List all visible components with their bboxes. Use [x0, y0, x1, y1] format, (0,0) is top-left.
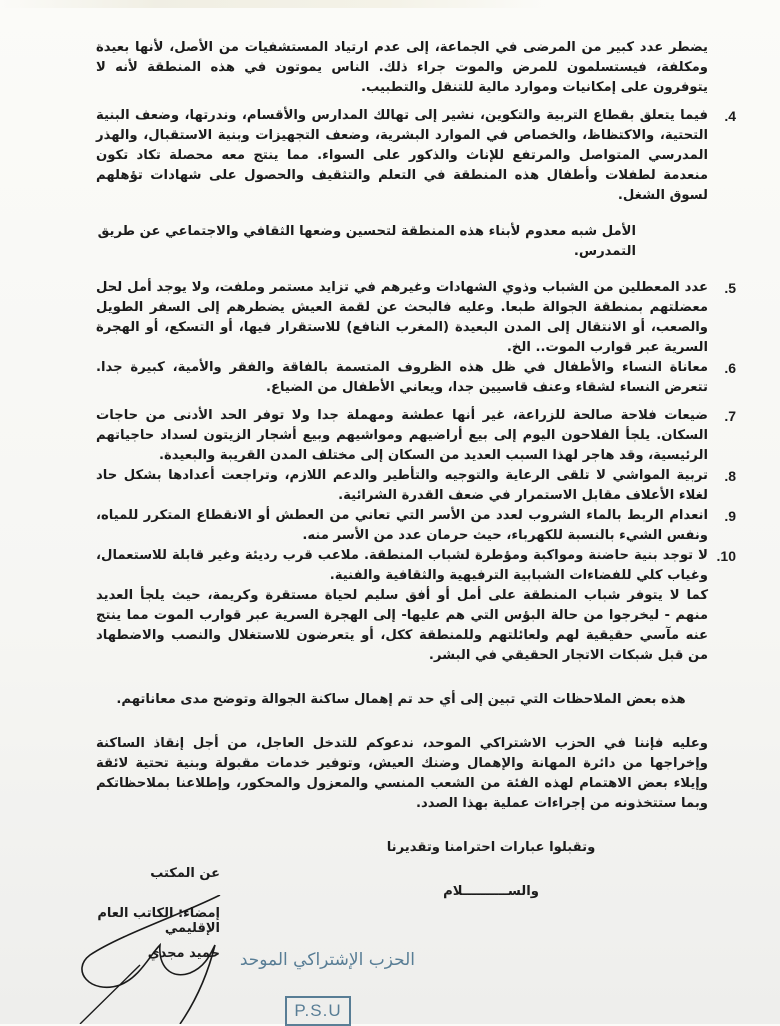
hope-line: الأمل شبه معدوم لأبناء هذه المنطقة لتحسين وضعها الثقافي والاجتماعي عن طريق التمدرس.: [97, 224, 636, 259]
item-number: 8.: [724, 468, 736, 484]
signatory-title: إمضاء: الكاتب العام الإقليمي: [97, 906, 220, 936]
item-text: معاناة النساء والأطفال في ظل هذه الظروف المتسمة بالفاقة والفقر والأمية، كبيرة جدا. تتعرض النساء لشقاء وعنف قاسيين جدا، ويعاني الأطفال من الضياع.: [96, 360, 708, 395]
item-number: 5.: [724, 280, 736, 296]
item-number: 6.: [724, 360, 736, 376]
closing-respect: وتقبلوا عبارات احترامنا وتقديرنا: [386, 840, 596, 855]
appeal-paragraph: وعليه فإننا في الحزب الاشتراكي الموحد، ندعوكم للتدخل العاجل، من أجل إنقاذ الساكنة وإخراجها من دائرة المهانة والإهمال وضنك العيش، وتوفير خدمات مقبولة وبنية تحتية لائقة وإيلاء بعض الاهتمام لهذه الفئة من الشعب المنسي والمعزول والمحكور، وإطلاعنا بملاحظاتكم وبما ستتخذونه من إجراءات عملية بهذا الصدد.: [96, 736, 708, 811]
item-text: تربية المواشي لا تلقى الرعاية والتوجيه والتأطير والدعم اللازم، وتراجعت أعدادها بشكل حاد لغلاء الأعلاف مقابل الاستمرار في ضعف القدرة الشرائية.: [96, 468, 708, 503]
stamp-party-name: الحزب الإشتراكي الموحد: [239, 950, 415, 970]
stamp-abbreviation: P.S.U: [285, 996, 351, 1026]
youth-paragraph: كما لا يتوفر شباب المنطقة على أمل أو أفق سليم لحياة مستقرة وكريمة، حيث يلجأ العديد منهم - ليخرجوا من حالة البؤس التي هم عليها- إلى الهجرة السرية عبر قوارب الموت مما ينتج عنه مآسي حقيقية لهم ولعائلتهم وللمنطقة ككل، أو يتعرضون للاستغلال والنصب والاضطهاد من قبل شبكات الاتجار الحقيقي في البشر.: [96, 588, 708, 663]
list-item: [96, 546, 736, 586]
item-number: 4.: [724, 108, 736, 124]
item-text: فيما يتعلق بقطاع التربية والتكوين، نشير إلى تهالك المدارس والأقسام، وندرتها، وضعف البنية التحتية، والاكتظاظ، والخصاص في الموارد البشرية، وضعف التجهيزات وبنية الاستقبال، والهذر المدرسي المتواصل والمرتفع للإناث والذكور على السواء. مما ينتج معه محصلة تكاد تكون منعدمة لطفلات وأطفال هذه المنطقة في التعلم والتثقيف والحصول على شهادات تؤهلهم لسوق الشغل.: [96, 108, 708, 203]
item-text: ضيعات فلاحة صالحة للزراعة، غير أنها عطشة ومهملة جدا ولا توفر الحد الأدنى من حاجات السكان. يلجأ الفلاحون اليوم إلى بيع أراضيهم ومواشيهم وبيع أشجار الزيتون لسداد حاجياتهم الرئيسية، وقد هاجر لهذا السبب العديد من السكان إلى مختلف المدن القريبة والبعيدة.: [96, 408, 708, 463]
item-text: انعدام الربط بالماء الشروب لعدد من الأسر التي تعاني من العطش أو الانقطاع المتكرر للمياه، ونفس الشيء بالنسبة للكهرباء، حيث حرمان عدد من الأسر منه.: [96, 508, 708, 543]
item-number: 10.: [716, 548, 736, 564]
item-text: عدد المعطلين من الشباب وذوي الشهادات وغيرهم في تزايد مستمر وملفت، ولا يوجد أمل لحل معضلتهم بمنطقة الجوالة طبعا. وعليه فالبحث عن لقمة العيش يضطرهم إلى السفر الطويل والصعب، أو الانتقال إلى المدن البعيدة (المغرب النافع) للاستقرار فيها، أو التسكع، أو الهجرة السرية عبر قوارب الموت.. الخ.: [96, 280, 708, 355]
item-number: 7.: [724, 408, 736, 424]
list-item: [96, 466, 736, 506]
scan-edge-shadow: [0, 0, 780, 8]
signatory-name: حميد مجدي: [147, 946, 220, 961]
handwritten-signature: [60, 895, 280, 1024]
list-item: [96, 278, 736, 358]
item-number: 9.: [724, 508, 736, 524]
list-item: [96, 506, 736, 546]
signature-tail-stroke: [80, 965, 140, 1024]
intro-paragraph: يضطر عدد كبير من المرضى في الجماعة، إلى عدم ارتياد المستشفيات من الأصل، لأنها بعيدة ومكلفة، فيستسلمون للمرض والموت جراء ذلك. الناس يموتون في هذه المنطقة لأنه لا يتوفرون على إمكانيات وموارد مالية للتنقل والتطبيب.: [96, 40, 708, 95]
item-text: لا توجد بنية حاضنة ومواكبة ومؤطرة لشباب المنطقة. ملاعب قرب رديئة وغير قابلة للاستعمال، وغياب كلي للفضاءات الشبابية الترفيهية والثقافية والفنية.: [96, 548, 708, 583]
closing-salam: والســــــــــلام: [443, 884, 539, 899]
list-item: [96, 358, 736, 398]
summary-line: هذه بعض الملاحظات التي تبين إلى أي حد تم إهمال ساكنة الجوالة وتوضح مدى معاناتهم.: [116, 692, 686, 707]
list-item: [96, 106, 736, 206]
letter-body: [96, 38, 736, 902]
on-behalf-label: عن المكتب: [150, 866, 220, 881]
signature-stroke: [82, 895, 220, 1024]
list-item: [96, 406, 736, 466]
